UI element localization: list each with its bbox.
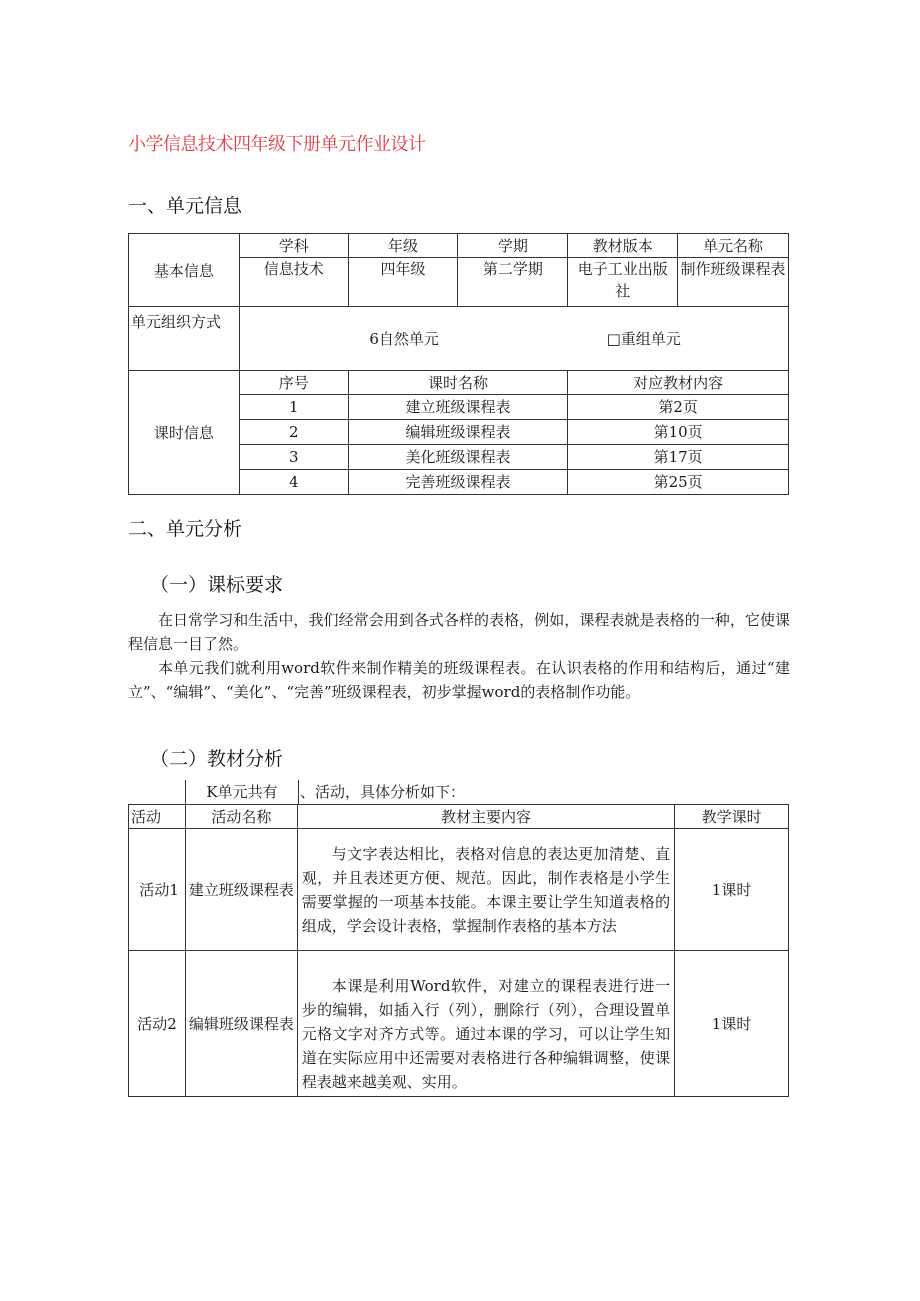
header-activity-name: 活动名称 xyxy=(185,805,297,829)
value-semester: 第二学期 xyxy=(458,258,568,307)
lesson-num: 3 xyxy=(239,445,348,470)
lesson-name: 建立班级课程表 xyxy=(348,395,568,420)
document-title: 小学信息技术四年级下册单元作业设计 xyxy=(128,134,426,155)
paragraph-curriculum-1: 在日常学习和生活中，我们经常会用到各式各样的表格，例如，课程表就是表格的一种，它使课程信息一目了然。 xyxy=(128,611,790,653)
lesson-info-label: 课时信息 xyxy=(129,371,240,495)
org-option-natural: 6自然单元 xyxy=(369,329,439,348)
activity-content: 本课是利用Word软件，对建立的课程表进行进一步的编辑，如插入行（列），删除行（列），合理设置单元格文字对齐方式等。通过本课的学习，可以让学生知道在实际应用中还需要对表格进行各种编辑调整，使课程表越来越美观、实用。 xyxy=(297,951,674,1097)
activity-label: 活动1 xyxy=(129,829,186,951)
activity-content: 与文字表达相比，表格对信息的表达更加清楚、直观，并且表述更方便、规范。因此，制作表格是小学生需要掌握的一项基本技能。本课主要让学生知道表格的组成，学会设计表格，掌握制作表格的基本方法 xyxy=(297,829,674,951)
header-activity: 活动 xyxy=(129,805,186,829)
activity-name: 编辑班级课程表 xyxy=(185,951,297,1097)
subheading-textbook-analysis: （二）教材分析 xyxy=(150,748,284,770)
activity-name: 建立班级课程表 xyxy=(185,829,297,951)
header-hours: 教学课时 xyxy=(675,805,789,829)
header-subject: 学科 xyxy=(239,234,348,258)
subheading-curriculum: （一）课标要求 xyxy=(150,574,284,596)
section-heading-unit-analysis: 二、单元分析 xyxy=(128,518,243,540)
header-grade: 年级 xyxy=(348,234,458,258)
intro-text-a: K单元共有 xyxy=(185,780,299,804)
org-method-label: 单元组织方式 xyxy=(129,307,240,371)
header-main-content: 教材主要内容 xyxy=(297,805,674,829)
basic-info-label: 基本信息 xyxy=(129,234,240,307)
org-method-options xyxy=(239,307,788,371)
intro-text-b: 、活动，具体分析如下： xyxy=(300,783,466,801)
lesson-num: 2 xyxy=(239,420,348,445)
lesson-header-page: 对应教材内容 xyxy=(568,371,789,395)
header-semester: 学期 xyxy=(458,234,568,258)
lesson-name: 编辑班级课程表 xyxy=(348,420,568,445)
lesson-num: 4 xyxy=(239,470,348,495)
lesson-page: 第10页 xyxy=(568,420,789,445)
value-subject: 信息技术 xyxy=(239,258,348,307)
lesson-name: 完善班级课程表 xyxy=(348,470,568,495)
value-unit-name: 制作班级课程表 xyxy=(678,258,789,307)
value-textbook: 电子工业出版社 xyxy=(568,258,678,307)
lesson-header-num: 序号 xyxy=(239,371,348,395)
header-textbook: 教材版本 xyxy=(568,234,678,258)
lesson-page: 第25页 xyxy=(568,470,789,495)
activity-hours: 1课时 xyxy=(675,829,789,951)
paragraph-curriculum-2: 本单元我们就利用word软件来制作精美的班级课程表。在认识表格的作用和结构后，通过“建立”、“编辑”、“美化”、“完善”班级课程表，初步掌握word的表格制作功能。 xyxy=(128,659,790,701)
lesson-page: 第17页 xyxy=(568,445,789,470)
lesson-header-name: 课时名称 xyxy=(348,371,568,395)
lesson-page: 第2页 xyxy=(568,395,789,420)
value-grade: 四年级 xyxy=(348,258,458,307)
unit-info-table xyxy=(128,233,789,495)
activity-hours: 1课时 xyxy=(675,951,789,1097)
activity-label: 活动2 xyxy=(129,951,186,1097)
org-option-regroup: □重组单元 xyxy=(606,329,681,348)
lesson-num: 1 xyxy=(239,395,348,420)
section-heading-unit-info: 一、单元信息 xyxy=(128,195,243,217)
textbook-analysis-table xyxy=(128,804,789,1097)
header-unit-name: 单元名称 xyxy=(678,234,789,258)
lesson-name: 美化班级课程表 xyxy=(348,445,568,470)
